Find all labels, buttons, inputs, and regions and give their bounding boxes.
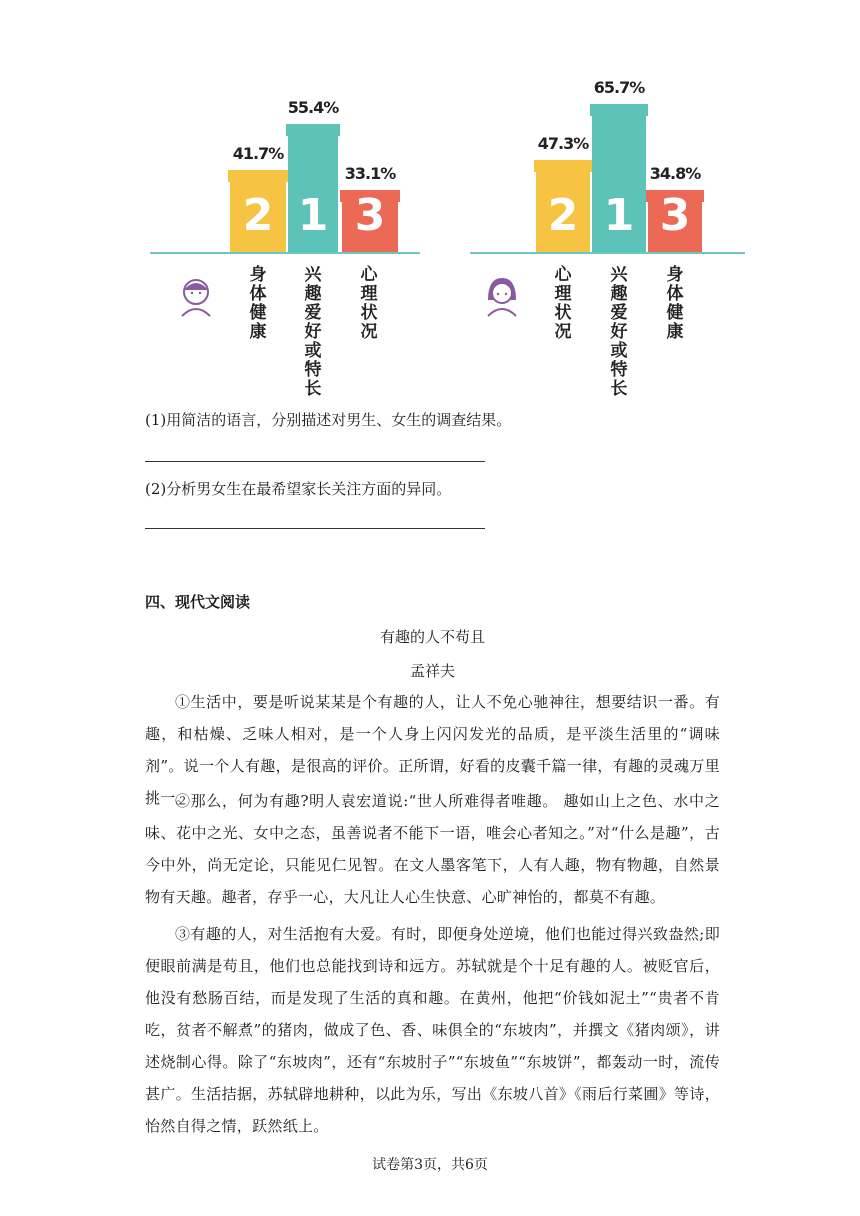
bar-percent-label: 34.8% — [649, 164, 701, 183]
bar-rank-3 — [648, 164, 702, 252]
bar-rank-number: 2 — [242, 190, 274, 241]
bar-rank-3 — [342, 164, 398, 252]
category-label: 身体健康 — [249, 265, 267, 342]
section-title: 四、现代文阅读 — [145, 593, 251, 611]
bar-percent-label: 65.7% — [593, 78, 645, 97]
article-author: 孟祥夫 — [409, 662, 455, 680]
chart-baseline — [470, 252, 745, 254]
chart-girls — [470, 70, 750, 400]
bar-percent-label: 33.1% — [344, 164, 396, 183]
bar-percent-label: 47.3% — [537, 134, 589, 153]
category-label: 心理状况 — [554, 265, 572, 342]
question-1: (1)用简洁的语言，分别描述对男生、女生的调查结果。 — [145, 411, 512, 429]
bar-rank-number: 1 — [297, 190, 329, 241]
bar-rank-number: 3 — [354, 190, 386, 241]
paragraph-2: ②那么，何为有趣?明人袁宏道说:“世人所难得者唯趣。 趣如山上之色、水中之味、花中之光、女中之态，虽善说者不能下一语，唯会心者知之。”对“什么是趣”，古今中外，尚无定论，只能见仁见智。在文人墨客笔下，人有人趣，物有物趣，自然景物有天趣。趣者，存乎一心，大凡让人心生快意、心旷神怡的，都莫不有趣。 — [145, 792, 720, 906]
paragraph-1: ①生活中，要是听说某某是个有趣的人，让人不免心驰神往，想要结识一番。有趣，和枯燥、乏味人相对，是一个人身上闪闪发光的品质，是平淡生活里的“调味剂”。说一个人有趣，是很高的评价。正所谓，好看的皮囊千篇一律，有趣的灵魂万里挑一。 — [145, 693, 720, 807]
bar-rank-number: 2 — [547, 190, 579, 241]
article-title: 有趣的人不苟且 — [379, 628, 485, 646]
category-label: 兴趣爱好或特长 — [610, 265, 628, 399]
bar-rank-number: 1 — [603, 190, 635, 241]
boy-avatar-icon — [174, 274, 218, 318]
bar-rank-number: 3 — [659, 190, 691, 241]
bar-rank-2 — [230, 144, 286, 252]
question-2: (2)分析男女生在最希望家长关注方面的异同。 — [145, 480, 452, 498]
bar-percent-label: 41.7% — [232, 144, 284, 163]
bar-percent-label: 55.4% — [287, 98, 339, 117]
category-label: 心理状况 — [360, 265, 378, 342]
category-label: 身体健康 — [666, 265, 684, 342]
girl-avatar-icon — [480, 274, 524, 318]
category-label: 兴趣爱好或特长 — [304, 265, 322, 399]
chart-baseline — [150, 252, 420, 254]
chart-boys — [160, 70, 420, 400]
paragraph-3: ③有趣的人，对生活抱有大爱。有时，即便身处逆境，他们也能过得兴致盎然;即便眼前满是苟且，他们也总能找到诗和远方。苏轼就是个十足有趣的人。被贬官后，他没有愁肠百结，而是发现了生活的真和趣。在黄州，他把“价钱如泥土”“贵者不肯吃，贫者不解煮”的猪肉，做成了色、香、味俱全的“东坡肉”，并撰文《猪肉颂》，讲述烧制心得。除了“东坡肉”，还有“东坡肘子”“东坡鱼”“东坡饼”，都轰动一时，流传甚广。生活拮据，苏轼辟地耕种，以此为乐，写出《东坡八首》《雨后行菜圃》等诗，怡然自得之情，跃然纸上。 — [145, 925, 720, 1135]
answer-line-1[interactable] — [145, 461, 485, 462]
bar-rank-2 — [536, 134, 590, 252]
page-footer: 试卷第3页，共6页 — [372, 1157, 488, 1173]
answer-line-2[interactable] — [145, 528, 485, 529]
bar-rank-1 — [287, 98, 339, 252]
